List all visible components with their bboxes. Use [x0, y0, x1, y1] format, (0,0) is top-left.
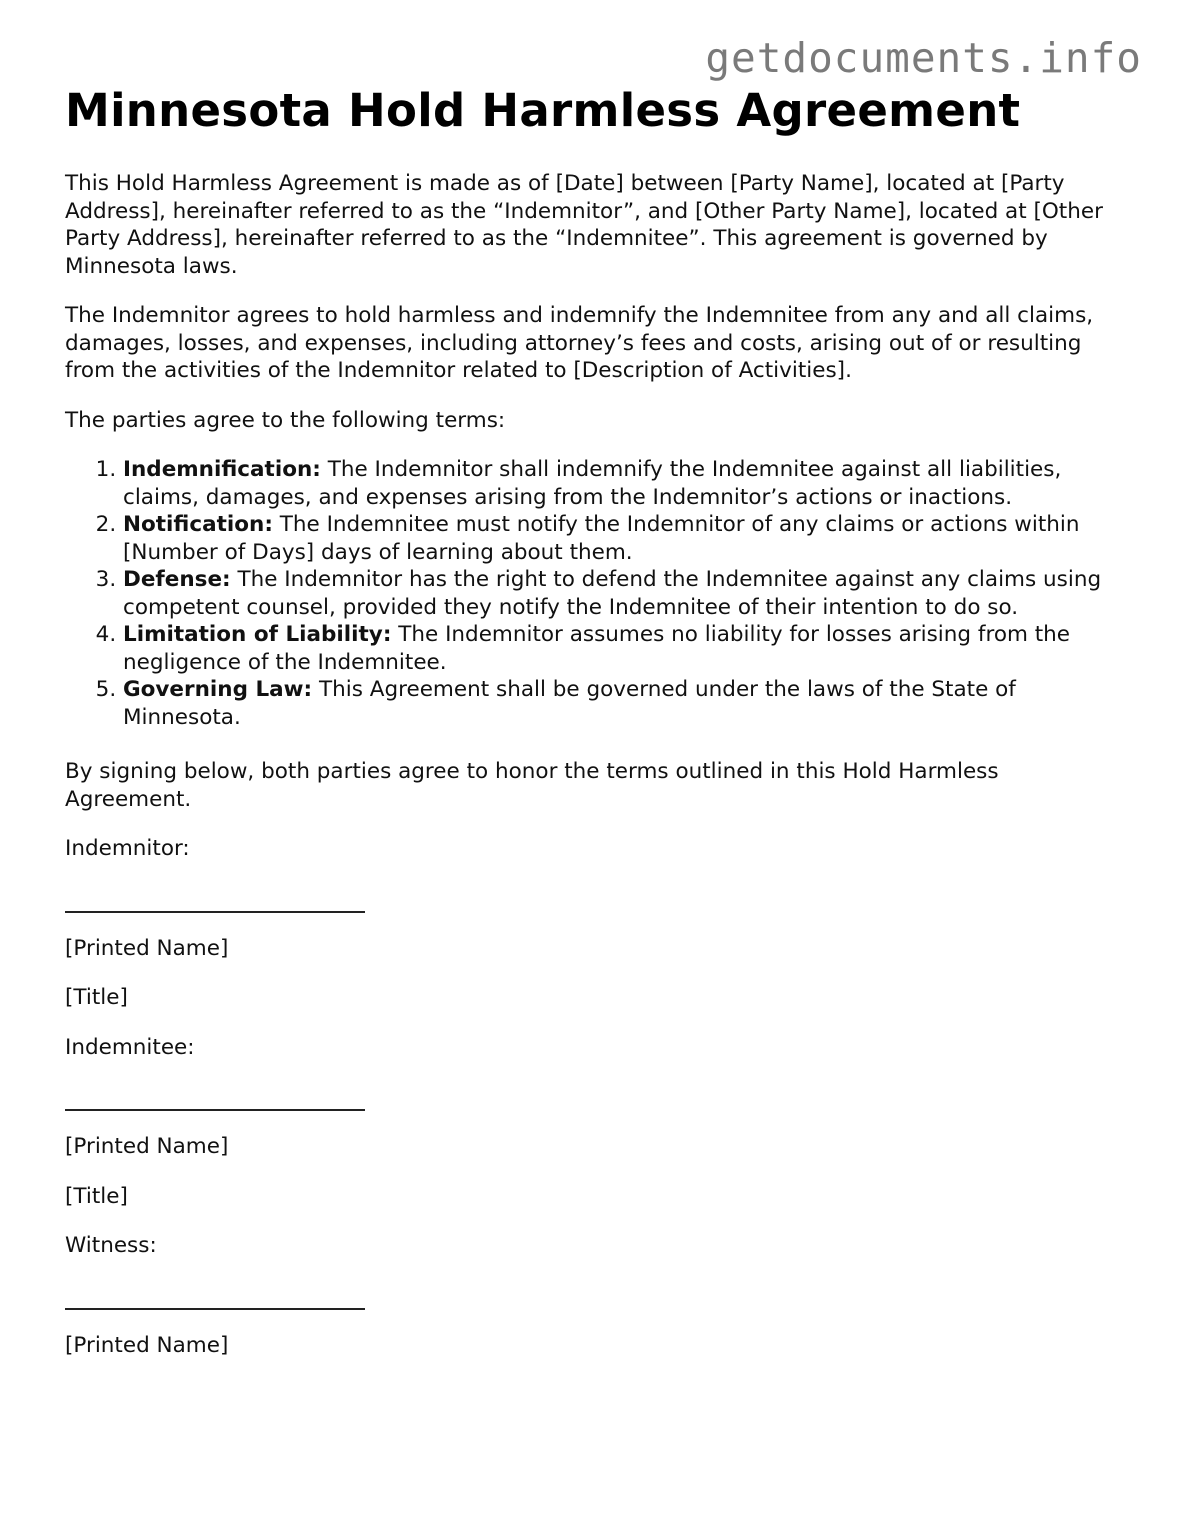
indemnitor-signature-line[interactable] — [65, 889, 365, 913]
term-heading: Limitation of Liability: — [123, 622, 392, 647]
terms-intro: The parties agree to the following terms: — [65, 407, 506, 433]
term-item — [123, 566, 1115, 621]
indemnity-paragraph: The Indemnitor agrees to hold harmless and indemnify the Indemnitee from any and all claims, damages, losses, and expenses, including attorney’s fees and costs, arising out of or resulting from the activities of the Indemnitor related to [Description of Activities]. — [65, 303, 1094, 383]
witness-printed-name: [Printed Name] — [65, 1332, 229, 1358]
term-text: The Indemnitor has the right to defend the Indemnitee against any claims using competent counsel, provided they notify the Indemnitee of their intention to do so. — [123, 567, 1102, 620]
term-item — [123, 511, 1115, 566]
term-heading: Notification: — [123, 512, 273, 537]
signing-paragraph: By signing below, both parties agree to honor the terms outlined in this Hold Harmless Agreement. — [65, 759, 999, 812]
indemnitee-printed-name: [Printed Name] — [65, 1134, 229, 1159]
document — [65, 84, 1115, 1359]
term-heading: Governing Law: — [123, 677, 313, 702]
watermark: getdocuments.info — [705, 34, 1142, 82]
witness-signature-line[interactable] — [65, 1286, 365, 1310]
document-title: Minnesota Hold Harmless Agreement — [65, 84, 1021, 137]
indemnitee-label: Indemnitee: — [65, 1034, 195, 1060]
indemnitor-label: Indemnitor: — [65, 836, 190, 861]
indemnitee-title: [Title] — [65, 1183, 128, 1209]
term-item — [123, 676, 1115, 731]
term-text: This Agreement shall be governed under the laws of the State of Minnesota. — [123, 677, 1016, 730]
indemnitor-title: [Title] — [65, 985, 128, 1010]
witness-label: Witness: — [65, 1233, 157, 1258]
indemnitee-signature-line[interactable] — [65, 1087, 365, 1111]
terms-list — [65, 456, 1115, 731]
term-item — [123, 456, 1115, 511]
indemnitor-printed-name: [Printed Name] — [65, 935, 229, 961]
term-heading: Indemnification: — [123, 457, 321, 482]
term-text: The Indemnitor shall indemnify the Indemnitee against all liabilities, claims, damages, and expenses arising from the Indemnitor’s actions or inactions. — [123, 457, 1062, 510]
intro-paragraph: This Hold Harmless Agreement is made as of [Date] between [Party Name], located at [Party Address], hereinafter referred to as the “Indemnitor”, and [Other Party Name], located at [Other Party Address], hereinafter referred to as the “Indemnitee”. This agreement is governed by Minnesota laws. — [65, 171, 1103, 279]
term-heading: Defense: — [123, 567, 231, 592]
term-item — [123, 621, 1115, 676]
term-text: The Indemnitor assumes no liability for losses arising from the negligence of the Indemnitee. — [123, 622, 1071, 675]
term-text: The Indemnitee must notify the Indemnitor of any claims or actions within [Number of Days] days of learning about them. — [123, 512, 1080, 565]
